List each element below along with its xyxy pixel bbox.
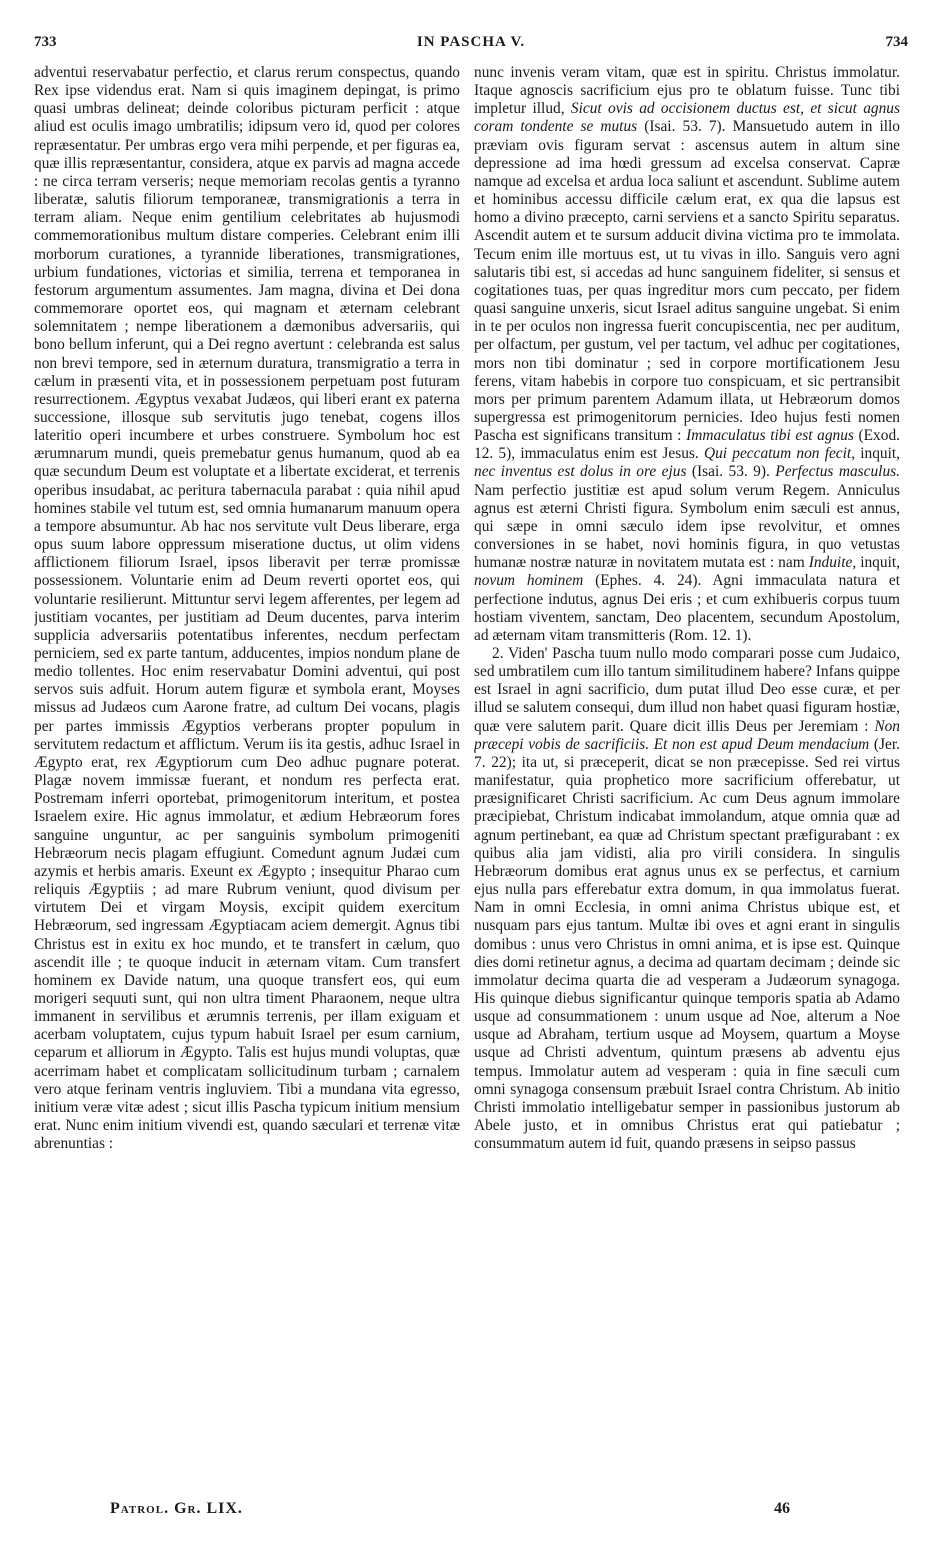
citation-reference: (Jer. 7. 22); [474,735,900,771]
page-number-right: 734 [885,34,908,50]
scripture-citation: Perfectus masculus. [775,463,900,481]
scripture-citation: novum hominem [474,572,584,590]
signature-mark: Patrol. Gr. LIX. [110,1500,243,1517]
citation-reference: (Exod. 12. 5), [474,427,900,463]
paragraph-1 [474,64,900,645]
scripture-citation: Immaculatus tibi est agnus [686,427,854,445]
scripture-citation: nec inventus est dolus in ore ejus [474,463,687,481]
page-footer [34,1500,908,1524]
text-run: nunc invenis veram vitam, quæ est in spiritu. Christus immolatur. Itaque agnoscis sacrificium ejus pro te oblatum fuisse. Tunc tibi impletur illud, [474,64,900,118]
text-run: Agni immaculata natura et perfectione indutus, agnus Dei eris ; et cum exhibueris corpus tuum hostiam viventem, sanctam, Deo placentem, secundum Apostolum, ad æternam vitam transmitteris (Rom. 12. 1). [474,572,900,644]
text-run: ita ut, si præceperit, dicat se non præcepisse. Sed rei virtus manifestatur, quia prophetico more sacrificium offerebatur, ut præsignificaret Christi sacrificium. Ac cum Deus agnum immolare præcipiebat, Christum indicabat immolandum, atque omnia quæ ad agnum pertinebant, ea quæ ad Christum spectant præfigurabant : ex quibus alia jam vidisti, alia pro virili considera. In singulis Hebræorum domibus erat agnus unus ex se perfectus, et carnium ejus nulla pars efferebatur extra domum, in qua immolatus fuerat. Nam in omni Ecclesia, in omni anima Christus ubique est, et nusquam pars ejus tantum. Multæ ibi oves et agni erant in singulis domibus : unus vero Christus in omni anima, et is ipse est. Quinque dies domi retinetur agnus, a decima ad quartam decimam ; deinde sic immolatur decima quarta die ad vesperam a Judæorum synagoga. His quinque diebus significantur quinque temporis spatia ab Adamo usque ad consummationem : unum usque ad Noe, alterum a Noe usque ad Abraham, tertium usque ad Moysem, quartum a Moyse usque ad Christi adventum, quintum præsens ab adventu ejus tempus. Immolatur autem ad vesperam : quia in fine sæculi cum omni synagoga consensum præbuit Israel contra Christum. Ab initio Christi immolatio intelligebatur semper in passionibus justorum ab Abele justo, et in omnibus Christus erat qui patiebatur ; consummatum autem id fuit, quando præsens in seipso passus [474,753,900,1153]
page-number-left: 733 [34,34,57,50]
left-column [34,64,460,1496]
text-run: 2. Viden' Pascha tuum nullo modo comparari posse cum Judaico, sed umbratilem cum illo tantum similitudinem habere? Infans quippe est Israel in agni sacrificio, dum putat illud Deo esse curæ, et per illud se salutem consequi, dum illud non habet quasi figuram hostiæ, quæ vere salutem parit. Quare dicit illis Deus per Jeremiam : [474,645,900,735]
text-run: Nam perfectio justitiæ est apud solum verum Regem. Anniculus agnus est æterni Christi figura. Symbolum enim sæculi est annus, qui sæpe in omni sæculo idem ipse revolvitur, et omnes conversiones in se habet, novi hominis figura, in quo vetustas humanæ nostræ naturæ in novitatem mutata est : nam [474,481,900,572]
text-run: Mansuetudo autem in illo præviam ovis figuram servat : ascensus autem in altum sine depressione ad ima hœdi gressum ad excelsa conservat. Capræ namque ad excelsa et ardua loca saliunt et ascendunt. Sublime autem et hominibus accessu difficile cælum erat, ex qua die lapsus est homo a divino præcepto, carni serviens et a sancto Spiritu separatus. Ascendit autem et te sursum adducit divina victima pro te immolata. Tecum enim ille mortuus est, ut tu vivas in illo. Sanguis vero agni salutaris tibi est, si accedas ad hunc sanguinem fideliter, si sensus et cogitationes tuas, per quas ingreditur mors cum peccato, per fidem quasi sanguine unxeris, sicut Israel aditus sanguine ungebat. Si enim in te per oculos non ingressa fuerit concupiscentia, nec per auditum, per olfactum, per gustum, vel per tactum, vel adhuc per cogitationes, mors non tibi dominatur ; sed in corpore mortificationem Jesu ferens, vitam habebis in corpore tuo conspicuam, et sic pertransibit mors per primum parentem Adamum illata, ut Hebræorum domos supergressa est primogenitorum pernicies. Ideo hujus festi nomen Pascha est significans transitum : [474,118,900,445]
scripture-citation: Non præcepi vobis de sacrificiis. Et non est apud Deum mendacium [474,717,900,753]
text-run: , inquit, [851,445,900,463]
running-title: IN PASCHA V. [416,34,526,50]
citation-reference: (Isai. 53. 9). [686,463,776,481]
paragraph-2 [474,645,900,1153]
citation-reference: (Ephes. 4. 24). [583,572,713,590]
running-header [34,34,908,56]
signature-number: 46 [774,1500,790,1517]
scripture-citation: Qui peccatum non fecit [703,445,852,463]
left-column-text: adventui reservabatur perfectio, et clarus rerum conspectus, quando Rex ipse videndus erat. Nam si quis imaginem depingat, is primo quasi umbras delineat; deinde coloribus picturam perficit : atque aliud est oculis imago umbratilis; idipsum vero id, quod per colores repræsentatur. Per umbras ergo vera mihi perpende, et per figuras ea, quæ illis repræsentantur, considera, atque ex parvis ad magna accede : ne circa terram verseris; neque memoriam recolas gentis a tyranno liberatæ, salutis filiorum temporaneæ, transmigrationis a terra in terram aliam. Neque enim gentilium celebritates ab hujusmodi commemorationibus multum distare comperies. Celebrant enim illi morborum curationes, a tyrannide liberationes, transmigrationes, urbium fundationes, victorias et similia, terrena et temporanea in festorum argumentum assumentes. Jam magna, divina et Dei dona commemorare oportet eos, qui magnam et æternam celebrant solemnitatem ; nempe liberationem a dæmonibus adversariis, qui bono bellum inferunt, qui a Dei regno avertunt : celebranda est salus non brevi tempore, sed in æternum duratura, transmigratio a terra in cælum in præsenti vita, et in possessionem perpetuam post futuram resurrectionem. Ægyptus vexabat Judæos, qui liberi erant ex paterna successione, illosque sub servitutis jugo tenebat, cogens illos lateritio operi incumbere et urbes construere. Symbolum hoc est ærumnarum mundi, queis premebatur genus humanum, quod ab ea quæ secundum Deum est voluptate et a libertate exciderat, et terrenis operibus insudabat, ac peritura tabernacula parabat : quia nihil apud homines stabile vel tutum est, sed omnia humanarum manuum opera a tempore absumuntur. Ab hac nos servitute vult Deus liberare, erga opus suum labore oppressum miseratione ductus, ut olim videns afflictionem filiorum Israel, ipsos liberavit per terræ promissæ possessionem. Voluntarie enim ad Deum reverti oportet eos, qui voluntarie resilierunt. Mittuntur servi legem afferentes, per legem ad justitiam vocantes, per justitiam ad Deum ducentes, parva interim supplicia adversariis potentatibus inferentes, necdum perfectam perniciem, sed ex parte tantum, adducentes, impios nondum plane de medio tollentes. Hoc enim reservabatur Domini adventui, qui post servos suis adfuit. Horum autem figuræ et symbola erant, Moyses missus ad Judæos cum Aarone fratre, ad cultum Dei vocans, plagis per partes immissis Ægyptios verberans propter populum in servitutem redactum et afflictum. Verum iis ita gestis, adhuc Israel in Ægypto erat, rex Ægyptiorum cum Deo adhuc pugnare poterat. Plagæ novem immissæ fuerant, et nondum res perfecta erat. Postremam inferri oportebat, primogenitorum interitum, et postea Israelem exire. Hic agnus immolatur, et ædium Hebræorum fores sanguine unguntur, ac per sanguinis symbolum primogeniti Hebræorum necis plagam effugiunt. Comedunt agnum Judæi cum azymis et herbis amaris. Exeunt ex Ægypto ; insequitur Pharao cum reliquis Ægyptiis ; ad mare Rubrum veniunt, quod divisum per virtutem Dei et virgam Moysis, excipit quidem exercitum Hebræorum, sed ingressam Ægyptiacam aciem demergit. Agnus tibi Christus est in exitu ex hoc mundo, et te transfert in cælum, quo ascendit ille ; te quoque inducit in æternam vitam. Cum transfert hominem ex Davide natum, una quoque transfert eos, qui eum morigeri sequuti sunt, qui non ultra timent Pharaonem, neque ultra immanent in servilibus et ærumnis terrenis, per illam exiguam et acerbam voluptatem, cujus typum habuit Israel per esum carnium, ceparum et alliorum in Ægypto. Talis est hujus mundi voluptas, quæ acerrimam habet et complicatam sollicitudinum turbam ; carnalem vero atque ferinam ventris ingluviem. Tibi a mundana vita egresso, initium veræ vitæ adest ; sicut illis Pascha typicum initium mensium erat. Nunc enim initium vivendi est, quando sæculari et terrenæ vitæ abrenuntias : [34,64,460,1153]
citation-reference: (Isai. 53. 7). [637,118,733,136]
text-run: immaculatus enim est Jesus. [520,445,704,463]
text-run: , inquit, [852,554,900,572]
right-column [474,64,900,1496]
scripture-citation: Induite [808,554,853,572]
scripture-citation: Sicut ovis ad occisionem ductus est, et sicut agnus coram tondente se mutus [474,100,900,136]
